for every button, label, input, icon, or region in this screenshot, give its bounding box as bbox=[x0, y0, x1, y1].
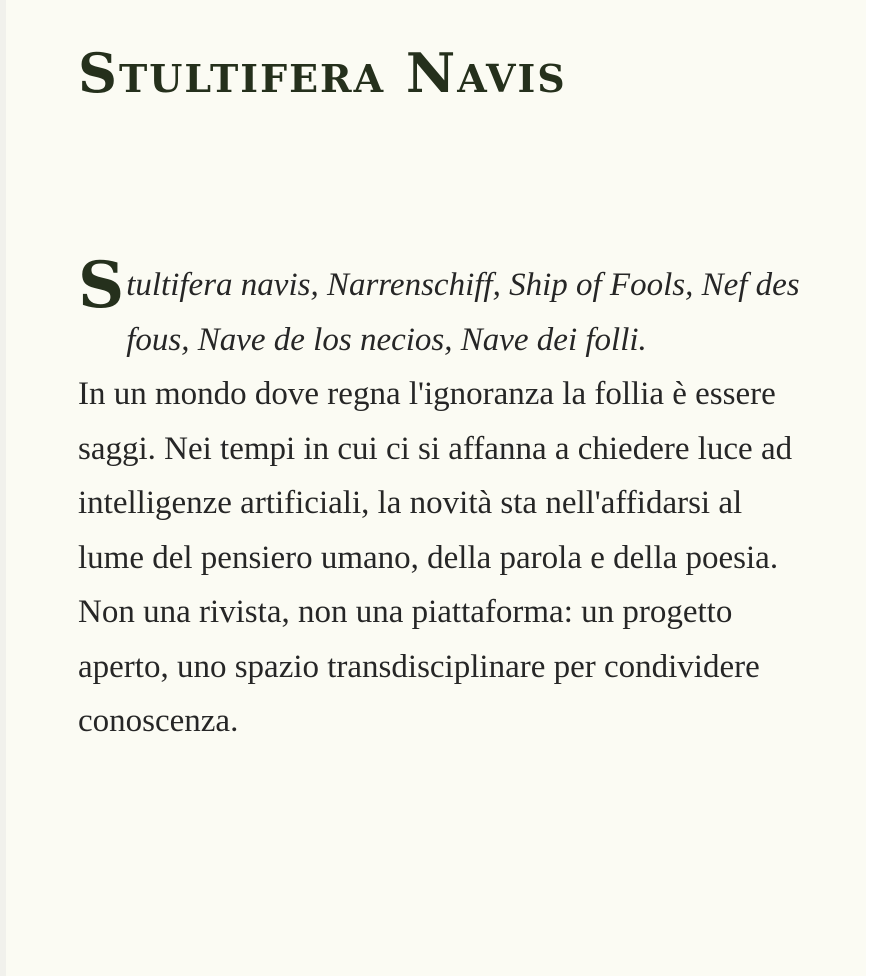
drop-cap-letter: S bbox=[78, 248, 125, 323]
site-title[interactable]: Stultifera Navis bbox=[78, 41, 567, 105]
page-content-area bbox=[6, 0, 866, 976]
body-paragraph-2: Non una rivista, non una piattaforma: un progetto aperto, uno spazio transdisciplinare per condividere conoscenza. bbox=[78, 594, 760, 739]
body-paragraph-1: In un mondo dove regna l'ignoranza la follia è essere saggi. Nei tempi in cui ci si affanna a chiedere luce ad intelligenze artificiali, la novità sta nell'affidarsi al lume del pensiero umano, della parola e della poesia. bbox=[78, 376, 793, 576]
intro-content bbox=[78, 248, 808, 749]
page-right-edge bbox=[866, 0, 876, 976]
intro-paragraph bbox=[78, 248, 808, 367]
intro-text: tultifera navis, Narrenschiff, Ship of Fools, Nef des fous, Nave de los necios, Nave dei folli. bbox=[126, 267, 800, 358]
